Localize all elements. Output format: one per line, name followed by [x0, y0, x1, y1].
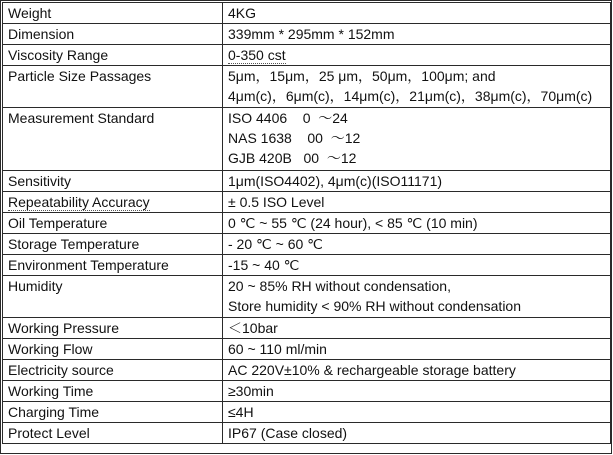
spec-label: Oil Temperature: [3, 213, 223, 234]
spec-label: Viscosity Range: [3, 45, 223, 66]
value-line: 5μm，15μm，25 μm，50μm，100μm; and: [228, 68, 496, 84]
spec-label: [3, 192, 223, 213]
value-line: AC 220V±10% & rechargeable storage battery: [228, 362, 516, 378]
table-row-repeatability-accuracy: [3, 192, 611, 213]
table-row-storage-temperature: [3, 234, 611, 255]
value-line: GJB 420B 00 ～12: [228, 150, 357, 166]
spec-value: [223, 423, 611, 444]
table-row-measurement-standard: [3, 108, 611, 171]
spec-value: [223, 3, 611, 24]
spec-value: [223, 381, 611, 402]
table-row-electricity-source: [3, 360, 611, 381]
spec-value: [223, 255, 611, 276]
value-line: 4KG: [228, 5, 257, 21]
label-text: Repeatability Accuracy: [8, 194, 150, 210]
table-row-environment-temperature: [3, 255, 611, 276]
spec-value: [223, 108, 611, 171]
value-line: 20 ~ 85% RH without condensation,: [228, 278, 451, 294]
value-line: -15 ~ 40 ℃: [228, 257, 300, 273]
spec-label: Working Time: [3, 381, 223, 402]
spec-label: Storage Temperature: [3, 234, 223, 255]
spec-value: [223, 234, 611, 255]
spec-label: Particle Size Passages: [3, 66, 223, 108]
table-row-weight: [3, 3, 611, 24]
value-line: NAS 1638 00 ～12: [228, 130, 361, 146]
table-row-particle-size: [3, 66, 611, 108]
table-row-dimension: [3, 24, 611, 45]
spec-label: Measurement Standard: [3, 108, 223, 171]
table-row-working-time: [3, 381, 611, 402]
spec-value: [223, 213, 611, 234]
value-line: Store humidity < 90% RH without condensation: [228, 298, 521, 314]
value-line: ≤4H: [228, 404, 254, 420]
spec-value: [223, 339, 611, 360]
value-text: 0-350 cst: [228, 47, 286, 63]
value-line: [228, 45, 605, 65]
spec-value: [223, 360, 611, 381]
spec-value: [223, 66, 611, 108]
spec-table: [2, 2, 611, 444]
spec-label: Sensitivity: [3, 171, 223, 192]
spec-label: Electricity source: [3, 360, 223, 381]
spec-value: [223, 192, 611, 213]
spec-value: [223, 276, 611, 318]
spec-label: Working Flow: [3, 339, 223, 360]
spec-value: [223, 318, 611, 339]
table-row-working-flow: [3, 339, 611, 360]
spec-label: Humidity: [3, 276, 223, 318]
table-row-viscosity-range: [3, 45, 611, 66]
value-line: ± 0.5 ISO Level: [228, 194, 325, 210]
spec-value: [223, 171, 611, 192]
table-row-protect-level: [3, 423, 611, 444]
spec-label: Weight: [3, 3, 223, 24]
spec-value: [223, 45, 611, 66]
value-line: ＜10bar: [228, 320, 278, 336]
table-row-humidity: [3, 276, 611, 318]
spec-label: Protect Level: [3, 423, 223, 444]
value-line: - 20 ℃ ~ 60 ℃: [228, 236, 323, 252]
table-row-oil-temperature: [3, 213, 611, 234]
value-line: IP67 (Case closed): [228, 425, 348, 441]
spec-label: Working Pressure: [3, 318, 223, 339]
spec-value: [223, 24, 611, 45]
value-line: 4μm(c)，6μm(c)，14μm(c)，21μm(c)，38μm(c)，70μm(c): [228, 88, 593, 104]
table-row-charging-time: [3, 402, 611, 423]
spec-label: Dimension: [3, 24, 223, 45]
value-line: ≥30min: [228, 383, 274, 399]
spec-value: [223, 402, 611, 423]
spec-label: Environment Temperature: [3, 255, 223, 276]
value-line: 1μm(ISO4402), 4μm(c)(ISO11171): [228, 173, 443, 189]
table-row-working-pressure: [3, 318, 611, 339]
spec-label: Charging Time: [3, 402, 223, 423]
value-line: 0 ℃ ~ 55 ℃ (24 hour), < 85 ℃ (10 min): [228, 215, 478, 231]
table-row-sensitivity: [3, 171, 611, 192]
value-line: 339mm * 295mm * 152mm: [228, 26, 395, 42]
value-line: 60 ~ 110 ml/min: [228, 341, 327, 357]
value-line: ISO 4406 0 ～24: [228, 110, 348, 126]
